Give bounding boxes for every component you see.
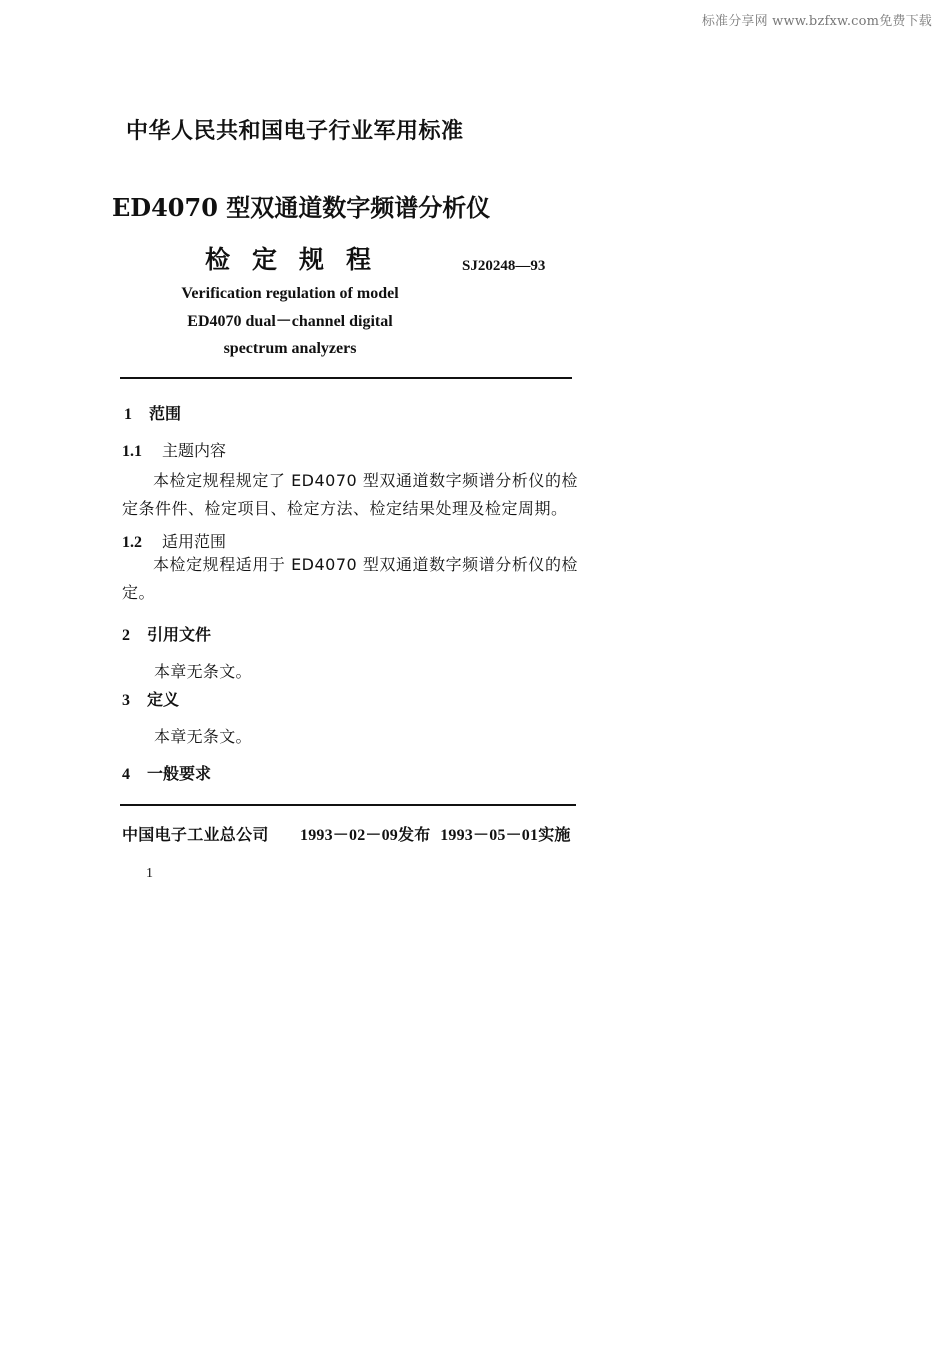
subsection-number: 1.1 — [122, 443, 142, 460]
section-heading — [122, 687, 179, 710]
section-title: 定义 — [147, 690, 180, 709]
section-number: 1 — [124, 406, 132, 423]
section-number: 4 — [122, 766, 130, 783]
issuing-organization: 中国电子工业总公司 — [122, 825, 269, 844]
issue-label: 发布 — [398, 825, 431, 844]
subsection-title: 适用范围 — [162, 532, 227, 551]
subsection-title: 主题内容 — [162, 441, 227, 460]
subsection-number: 1.2 — [122, 534, 142, 551]
section-title: 一般要求 — [147, 764, 212, 783]
paragraph-scope-content: 本检定规程规定了 ED4070 型双通道数字频谱分析仪的检定条件件、检定项目、检定方法、检定结果处理及检定周期。 — [122, 471, 578, 518]
watermark-text: 标准分享网 www.bzfxw.com免费下载 — [701, 14, 932, 29]
document-subtitle: 检定规程 — [205, 245, 394, 274]
paragraph-scope-application: 本检定规程适用于 ED4070 型双通道数字频谱分析仪的检定。 — [122, 555, 578, 602]
standard-category: 中华人民共和国电子行业军用标准 — [126, 119, 464, 144]
top-divider — [120, 377, 572, 379]
section-title: 引用文件 — [147, 625, 212, 644]
section-heading — [122, 761, 211, 784]
section-number: 2 — [122, 627, 130, 644]
title-rest: 型双通道数字频谱分析仪 — [217, 194, 491, 222]
section-heading — [122, 622, 211, 645]
effective-date: 1993－05－01 — [440, 827, 539, 844]
bottom-divider — [120, 804, 576, 806]
section-number: 3 — [122, 692, 130, 709]
document-title — [112, 188, 490, 223]
effective-label: 实施 — [538, 825, 571, 844]
paragraph-references: 本章无条文。 — [154, 662, 252, 681]
subsection-heading — [122, 529, 226, 552]
section-heading — [124, 401, 181, 424]
subsection-heading — [122, 438, 226, 461]
page-number: 1 — [146, 866, 153, 881]
issue-date: 1993－02－09 — [300, 827, 399, 844]
footer-dates — [300, 822, 571, 845]
section-title: 范围 — [149, 404, 182, 423]
standard-code: SJ20248—93 — [462, 258, 546, 274]
title-model: ED4070 — [112, 193, 218, 222]
paragraph-definitions: 本章无条文。 — [154, 727, 252, 746]
english-title: Verification regulation of model ED4070 dual－channel digital spectrum analyzers — [181, 285, 399, 357]
